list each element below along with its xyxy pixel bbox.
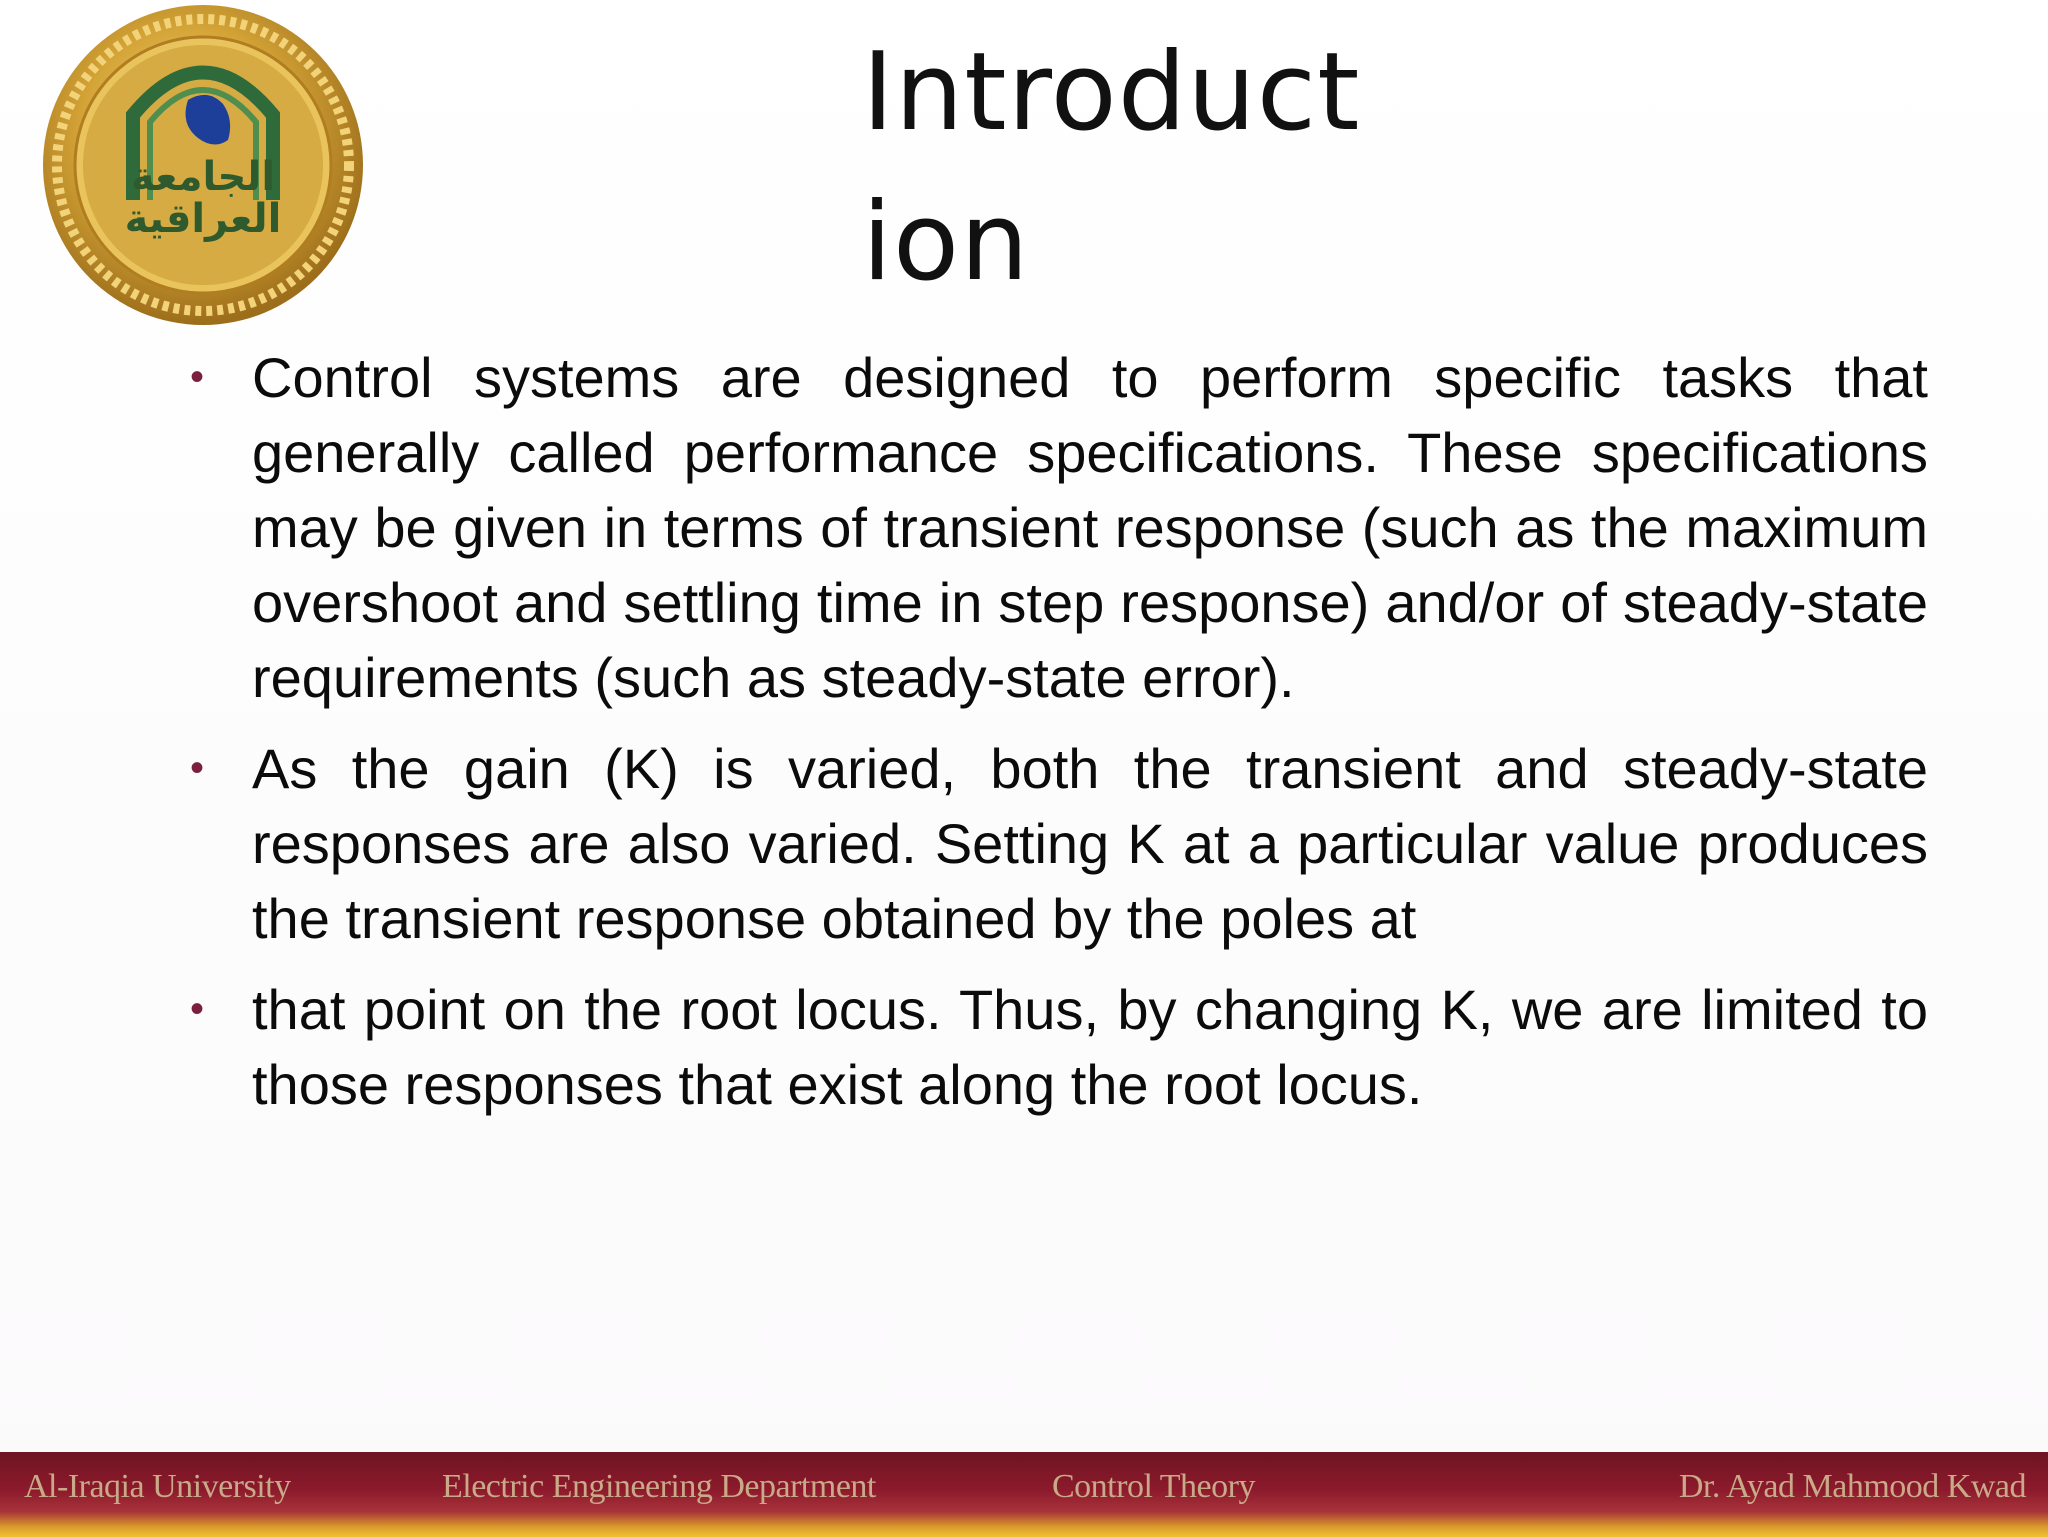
footer-department: Electric Engineering Department [442,1468,876,1505]
bullet-item [190,340,1928,715]
university-seal-icon [38,0,368,330]
bullet-text: that point on the root locus. Thus, by changing K, we are limited to those responses that exist along the root locus. [252,978,1928,1116]
bullet-marker: • [190,746,205,790]
bullet-list [190,340,1928,1138]
footer-course: Control Theory [1052,1468,1255,1505]
footer-bar [0,1452,2048,1537]
seal-text-line1: الجامعة [130,154,276,200]
slide-title: Introduction [862,30,1361,305]
bullet-item [190,972,1928,1122]
bullet-item [190,731,1928,956]
footer-author: Dr. Ayad Mahmood Kwad [1678,1468,2026,1505]
footer-university: Al-Iraqia University [24,1468,291,1505]
bullet-text: As the gain (K) is varied, both the transient and steady-state responses are also varied. Setting K at a particular value produces the transient response obtained by the poles at [252,737,1928,950]
bullet-text: Control systems are designed to perform specific tasks that generally called performance specifications. These specifications may be given in terms of transient response (such as the maximum overshoot and settling time in step response) and/or of steady-state requirements (such as steady-state error). [252,346,1928,709]
bullet-marker: • [190,355,205,399]
seal-text-line2: العراقية [124,196,282,242]
bullet-marker: • [190,987,205,1031]
